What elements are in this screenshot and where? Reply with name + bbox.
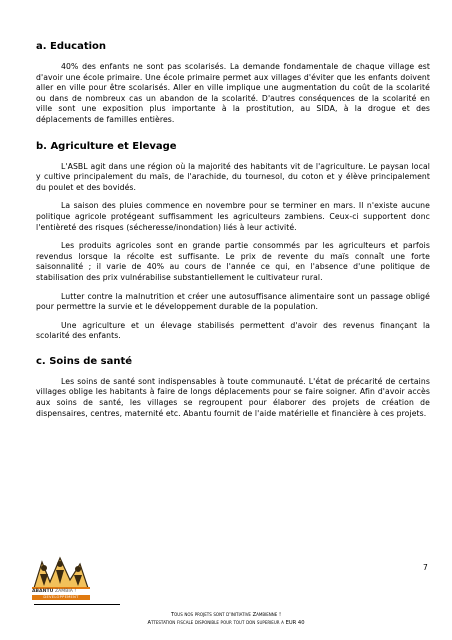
abantu-logo [30, 552, 108, 602]
agriculture-paragraph-1: L'ASBL agit dans une région où la majorité des habitants vit de l'agriculture. Le paysan local y cultive principalement du maïs, de l'arachide, du tournesol, du coton et y élève principalement du poulet et des bovidés. [36, 161, 430, 192]
page-number: 7 [423, 563, 428, 572]
section-heading-health: c. Soins de santé [36, 355, 133, 367]
logo-name: ABANTU [32, 589, 54, 594]
page-footer [100, 611, 352, 627]
health-paragraph: Les soins de santé sont indispensables à toute communauté. L'état de précarité de certains villages oblige les habitants à faire de longs déplacements pour se faire soigner. Afin d'avoir accès aux soins de santé, les villages se regroupent pour élaborer des projets de création de dispensaires, centres, maternité etc. Abantu fournit de l'aide matérielle et financière à ces projets. [36, 376, 430, 418]
section-heading-education: a. Education [36, 41, 107, 52]
agriculture-paragraph-5: Une agriculture et un élevage stabilisés permettent d'avoir des revenus finançant la scolarité des enfants. [36, 320, 430, 341]
logo-emblem-icon [30, 552, 108, 592]
agriculture-paragraph-4: Lutter contre la malnutrition et créer une autosuffisance alimentaire sont un passage obligé pour permettre la survie et le développement durable de la population. [36, 291, 430, 312]
logo-tagline: DEVELOPPEMENT [32, 595, 90, 600]
footer-line-1: Tous nos projets sont d'initiative Zambienne ! [170, 612, 282, 618]
footer-divider [34, 604, 120, 605]
agriculture-paragraph-2: La saison des pluies commence en novembre pour se terminer en mars. Il n'existe aucune politique agricole protégeant suffisamment les agriculteurs zambiens. Ceux-ci supportent donc l'entièreté des risques (sécheresse/inondation) liés à leur activité. [36, 201, 430, 232]
footer-line-2: Attestation fiscale disponible pour tout don superieur a EUR 40 [147, 620, 305, 626]
logo-suffix: ZAMBIA ! [54, 589, 77, 594]
agriculture-paragraph-3: Les produits agricoles sont en grande partie consommés par les agriculteurs et parfois revendus lorsque la récolte est suffisante. Le prix de revente du maïs connaît une forte saisonnalité ; il varie de 40% au cours de l'année ce qui, en l'absence d'une politique de stabilisation des prix vulnérabilise substantiellement le cultivateur rural. [36, 241, 430, 282]
logo-wordmark [32, 589, 76, 594]
section-heading-agriculture: b. Agriculture et Elevage [36, 140, 177, 152]
education-paragraph: 40% des enfants ne sont pas scolarisés. La demande fondamentale de chaque village est d'avoir une école primaire. Une école primaire permet aux villages d'éviter que les enfants doivent aller en ville pour être scolarisés. Aller en ville implique une augmentation du coût de la scolarité ou dans de nombreux cas un abandon de la scolarité. D'autres conséquences de la scolarité en ville sont une exposition plus importante à la prostitution, au SIDA, à la drogue et des déplacements de familles entières. [36, 62, 430, 124]
page-content [36, 40, 430, 419]
